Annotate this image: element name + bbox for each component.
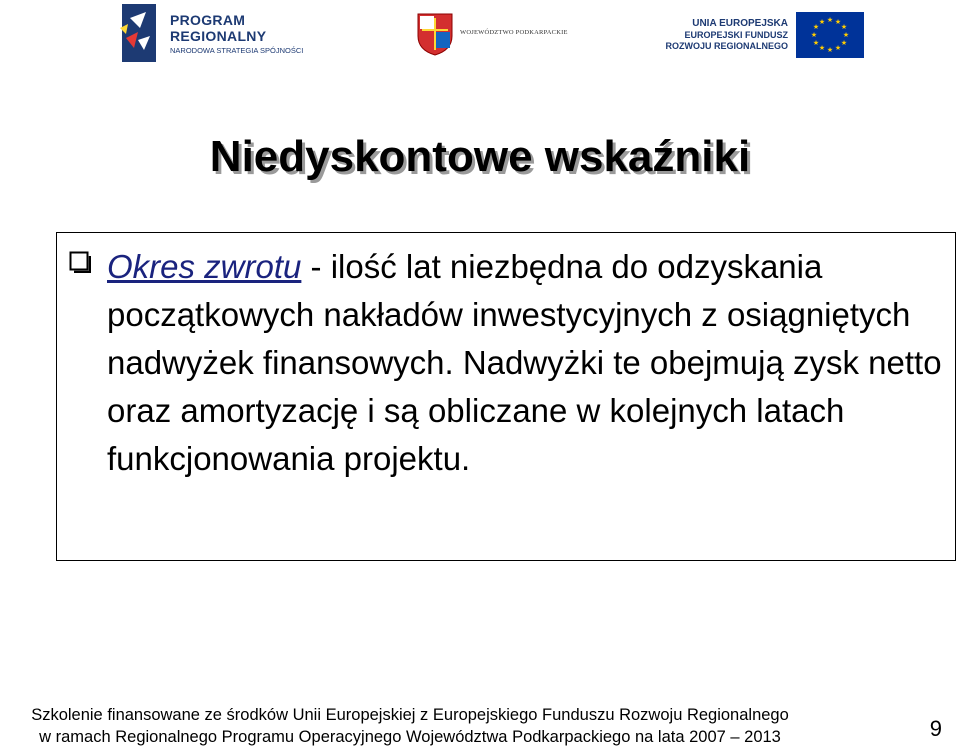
- footer-line1: Szkolenie finansowane ze środków Unii Europejskiej z Europejskiego Funduszu Rozwoju Regionalnego: [31, 706, 789, 724]
- eu-logo-line2: EUROPEJSKI FUNDUSZ: [684, 30, 788, 40]
- page-number: 9: [929, 716, 942, 741]
- eu-logo-line1: UNIA EUROPEJSKA: [692, 18, 788, 29]
- svg-text:★: ★: [834, 18, 842, 26]
- svg-text:★: ★: [826, 16, 834, 24]
- coat-of-arms-icon: [416, 12, 454, 56]
- region-name: WOJEWÓDZTWO PODKARPACKIE: [460, 29, 568, 36]
- definition-paragraph: [107, 243, 947, 483]
- definition-text: - ilość lat niezbędna do odzyskania początkowych nakładów inwestycyjnych z osiągniętych nadwyżek finansowych. Nadwyżki te obejmują zysk netto oraz amortyzację i są obliczane w kolejnych latach funkcjonowania projektu.: [107, 248, 942, 477]
- svg-text:★: ★: [834, 44, 842, 52]
- slide-title: Niedyskontowe wskaźniki: [209, 132, 751, 181]
- wojewodztwo-logo: [416, 12, 596, 56]
- svg-text:★: ★: [818, 18, 826, 26]
- term-okres-zwrotu: Okres zwrotu: [107, 248, 302, 285]
- footer-line2: w ramach Regionalnego Programu Operacyjnego Województwa Podkarpackiego na lata 2007 – 2013: [39, 728, 781, 746]
- svg-text:★: ★: [818, 44, 826, 52]
- svg-text:★: ★: [826, 46, 834, 54]
- svg-text:★: ★: [812, 39, 820, 47]
- eu-logo-line3: ROZWOJU REGIONALNEGO: [665, 41, 788, 51]
- eu-flag-icon: [796, 12, 864, 58]
- program-logo-line2: REGIONALNY: [170, 28, 267, 44]
- definition-box: [56, 232, 956, 561]
- checkbox-bullet-icon: [69, 251, 91, 273]
- svg-text:★: ★: [842, 31, 850, 39]
- eu-logo: [665, 10, 864, 58]
- logo-bar: [0, 0, 960, 68]
- footer: [0, 704, 820, 748]
- program-regionalny-mark-icon: [118, 4, 162, 62]
- program-logo-line3: NARODOWA STRATEGIA SPÓJNOŚCI: [170, 46, 304, 55]
- svg-text:★: ★: [840, 23, 848, 31]
- svg-text:★: ★: [810, 31, 818, 39]
- program-regionalny-logo: [118, 4, 308, 62]
- program-logo-line1: PROGRAM: [170, 12, 246, 28]
- svg-text:★: ★: [840, 39, 848, 47]
- svg-text:★: ★: [812, 23, 820, 31]
